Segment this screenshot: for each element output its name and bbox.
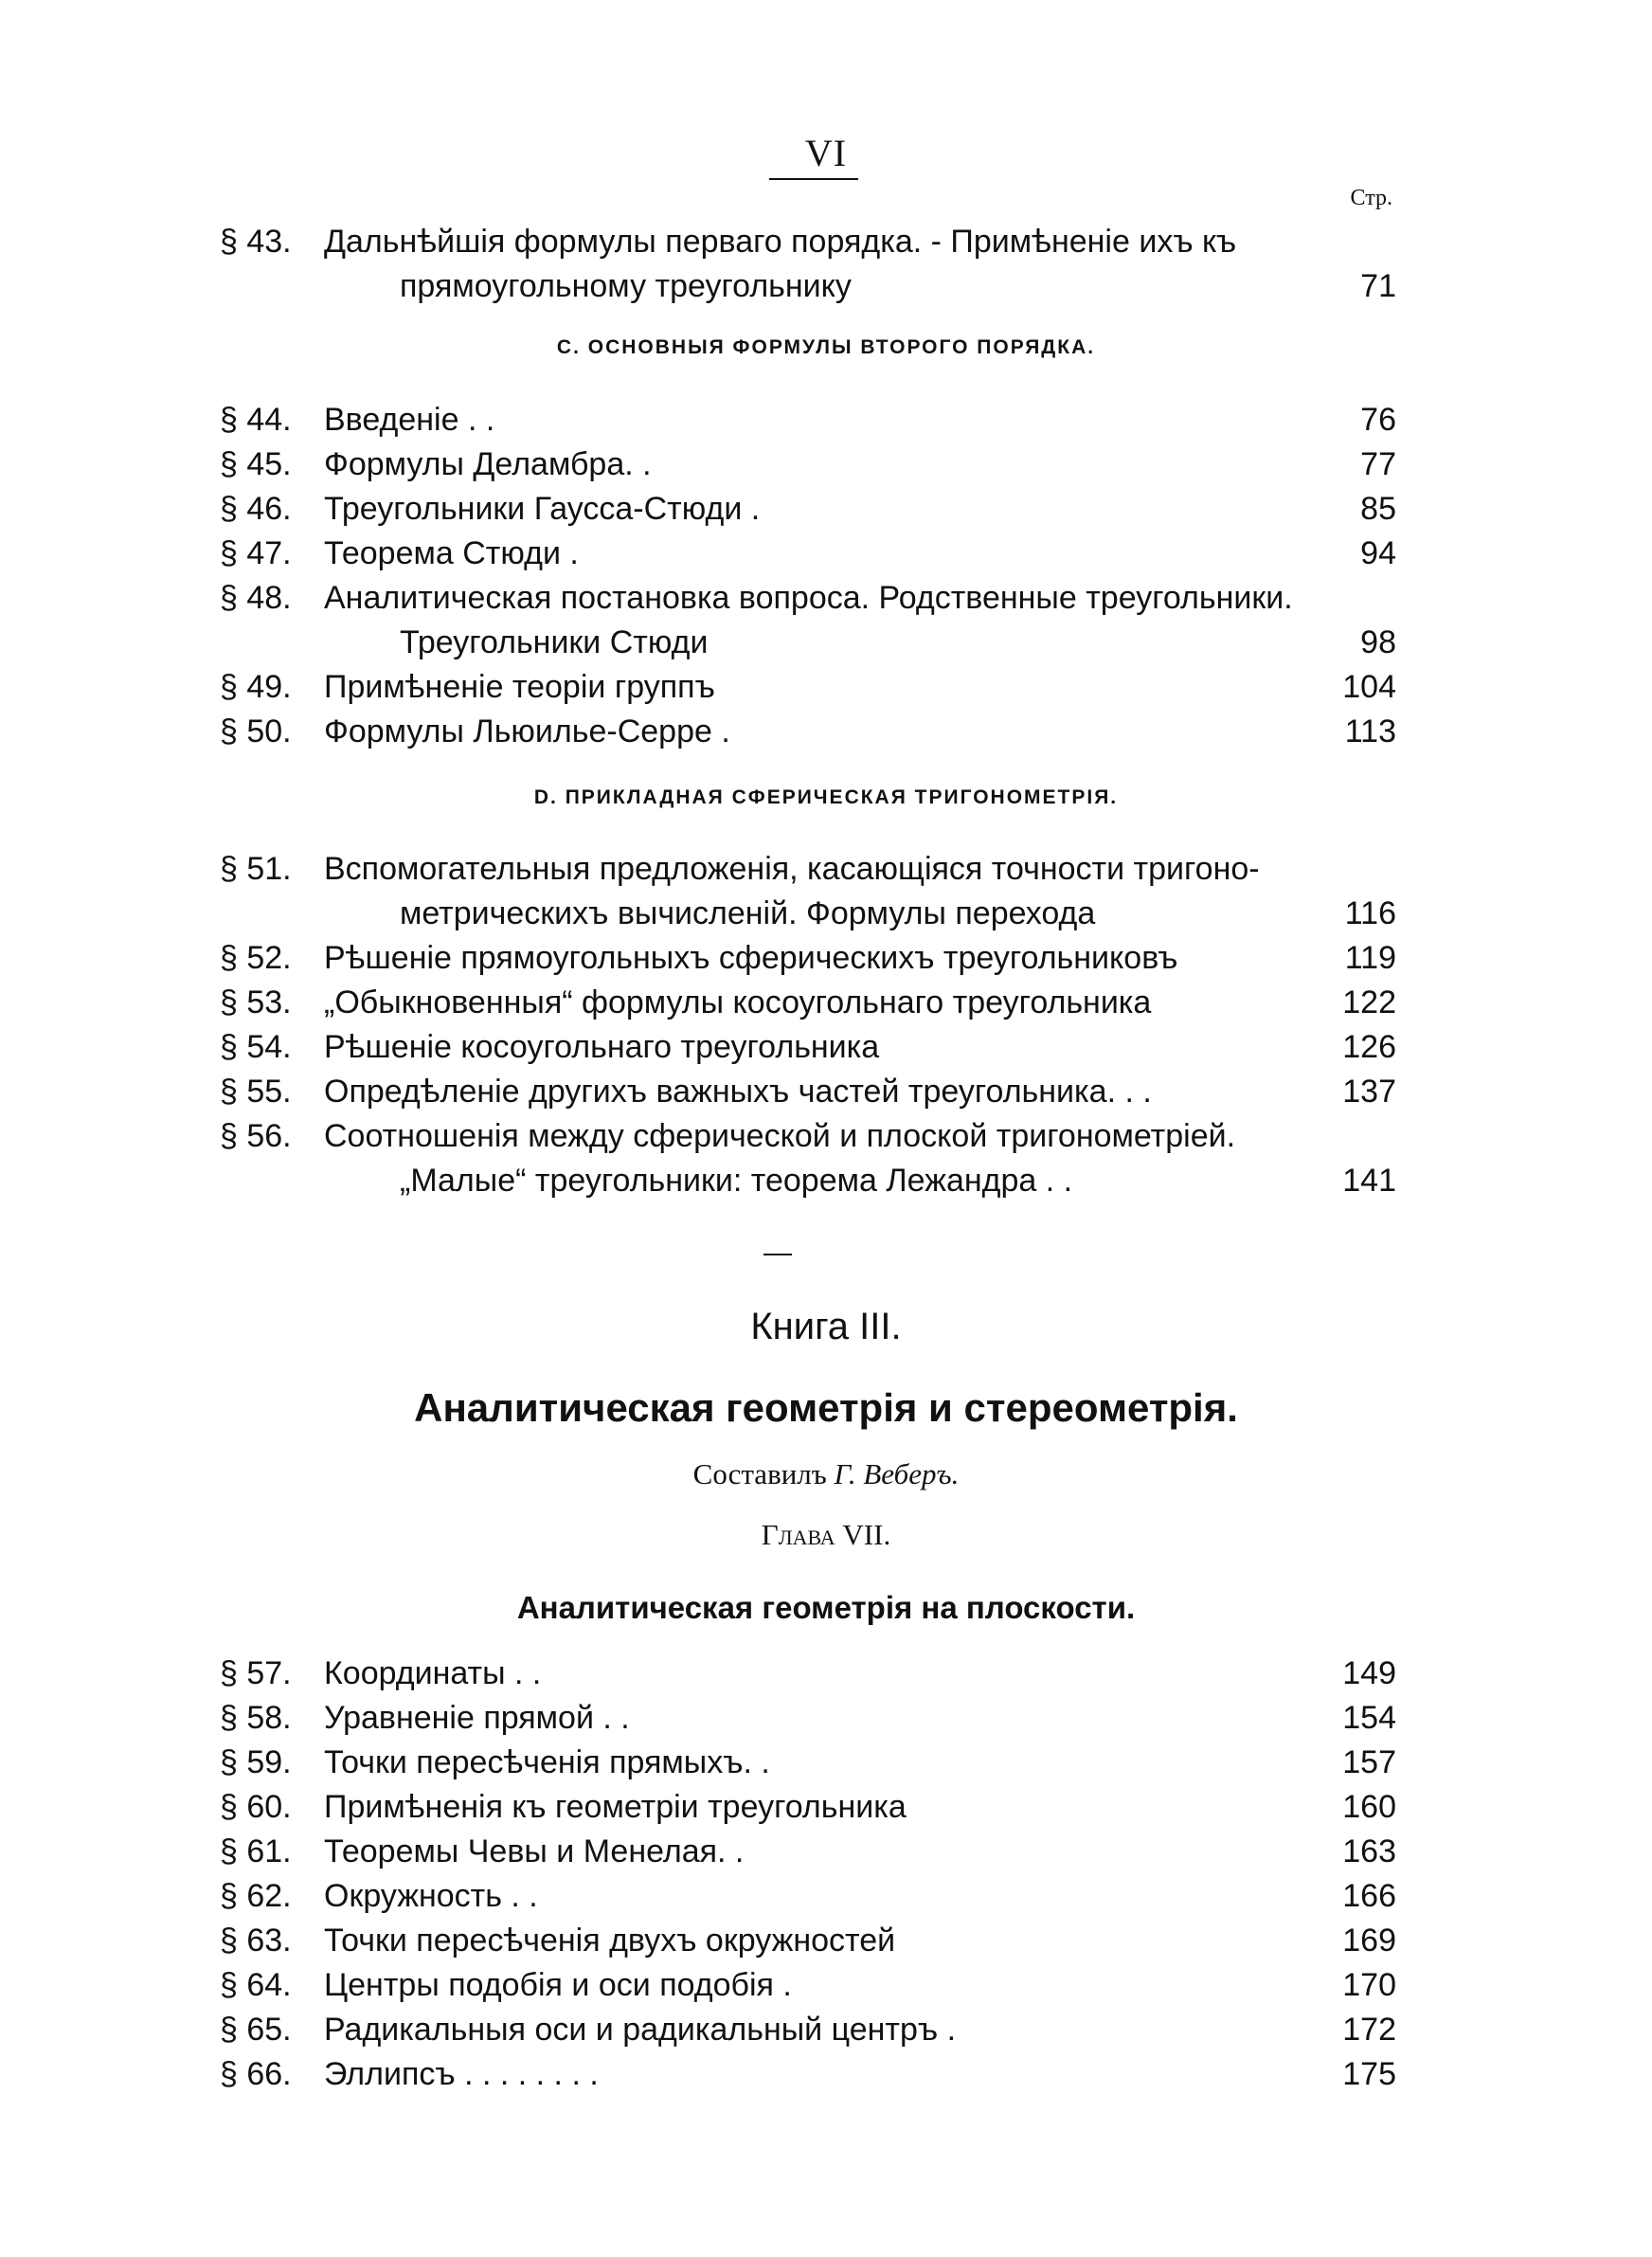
chapter-title: Аналитическая геометрія на плоскости. [516, 1590, 1136, 1625]
toc-entry [220, 576, 1396, 621]
toc-entry [220, 1652, 1396, 1696]
entry-title: Формулы Льюилье-Серре . [324, 713, 730, 749]
toc-entry [220, 398, 1396, 442]
toc-entry [220, 1874, 1396, 1919]
toc-entry [220, 220, 1396, 264]
section-number: § 60. [220, 1789, 292, 1825]
section-heading-d: D. ПРИКЛАДНАЯ СФЕРИЧЕСКАЯ ТРИГОНОМЕТРІЯ. [533, 786, 1119, 808]
section-number: § 43. [220, 224, 292, 260]
section-number: § 50. [220, 713, 292, 749]
page-number: 85 [1360, 491, 1396, 527]
toc-entry [220, 1070, 1396, 1114]
folio-rule [769, 178, 858, 180]
toc-entry [220, 2008, 1396, 2052]
toc-entry [220, 532, 1396, 576]
entry-title: Точки пересѣченія двухъ окружностей [324, 1923, 896, 1959]
toc-entry-continuation [220, 892, 1396, 936]
section-number: § 61. [220, 1833, 292, 1869]
entry-title: Точки пересѣченія прямыхъ. . [324, 1744, 770, 1780]
section-number: § 58. [220, 1700, 292, 1736]
toc-entry [220, 2052, 1396, 2097]
entry-title: Примѣненіе теоріи группъ [324, 669, 715, 705]
section-number: § 65. [220, 2012, 292, 2048]
entry-title: Координаты . . [324, 1655, 542, 1691]
toc-entry [220, 1963, 1396, 2008]
section-number: § 49. [220, 669, 292, 705]
entry-title: Теорема Стюди . [324, 535, 579, 571]
toc-entry-continuation [220, 264, 1396, 309]
toc-block-c [220, 398, 1396, 754]
page-number: 71 [1360, 268, 1396, 304]
entry-title: Введеніе . . [324, 402, 495, 438]
toc-entry [220, 1830, 1396, 1874]
page-number: 141 [1342, 1163, 1396, 1199]
section-number: § 47. [220, 535, 292, 571]
section-heading-c: С. ОСНОВНЫЯ ФОРМУЛЫ ВТОРОГО ПОРЯДКА. [556, 336, 1096, 358]
compiled-author: Г. Веберъ. [834, 1457, 960, 1490]
toc-block-43 [220, 220, 1396, 309]
page-number: 104 [1342, 669, 1396, 705]
page-number: 119 [1344, 940, 1396, 976]
entry-title: Аналитическая постановка вопроса. Родственные треугольники. [324, 580, 1293, 616]
section-number: § 51. [220, 851, 292, 887]
toc-entry [220, 1025, 1396, 1070]
entry-title: Дальнѣйшія формулы перваго порядка. - Примѣненіе ихъ къ [324, 224, 1237, 260]
toc-entry [220, 1785, 1396, 1830]
page-number: 126 [1342, 1029, 1396, 1065]
page-number: 98 [1360, 624, 1396, 660]
section-number: § 54. [220, 1029, 292, 1065]
chapter-number: Глава VII. [761, 1518, 891, 1551]
toc-entry [220, 665, 1396, 710]
toc-block-d [220, 847, 1396, 1203]
entry-title: Опредѣленіе другихъ важныхъ частей треугольника. . . [324, 1074, 1152, 1110]
separator-rule [763, 1254, 792, 1255]
section-number: § 48. [220, 580, 292, 616]
entry-title: Радикальныя оси и радикальный центръ . [324, 2012, 957, 2048]
page-number: 175 [1342, 2056, 1396, 2092]
page-number: 113 [1344, 713, 1396, 749]
compiled-label: Составилъ [692, 1457, 827, 1490]
page-number: 160 [1342, 1789, 1396, 1825]
page-number: 172 [1342, 2012, 1396, 2048]
page-column-label: Стр. [1350, 186, 1392, 210]
entry-title-cont: прямоугольному треугольнику [400, 268, 852, 304]
entry-title: Формулы Деламбра. . [324, 446, 652, 482]
section-number: § 55. [220, 1074, 292, 1110]
entry-title: Рѣшеніе косоугольнаго треугольника [324, 1029, 880, 1065]
toc-entry [220, 1741, 1396, 1785]
section-number: § 53. [220, 984, 292, 1020]
entry-title: Уравненіе прямой . . [324, 1700, 630, 1736]
entry-title: „Обыкновенныя“ формулы косоугольнаго треугольника [324, 984, 1152, 1020]
toc-entry [220, 1114, 1396, 1159]
section-number: § 46. [220, 491, 292, 527]
page-number: 163 [1342, 1833, 1396, 1869]
page-number: 170 [1342, 1967, 1396, 2003]
section-number: § 63. [220, 1923, 292, 1959]
entry-title: Треугольники Гаусса-Стюди . [324, 491, 761, 527]
page-folio: VI [804, 132, 848, 174]
entry-title: Эллипсъ . . . . . . . . [324, 2056, 599, 2092]
book-title: Аналитическая геометрія и стереометрія. [414, 1385, 1238, 1430]
section-number: § 56. [220, 1118, 292, 1154]
section-number: § 66. [220, 2056, 292, 2092]
toc-entry [220, 442, 1396, 487]
section-number: § 44. [220, 402, 292, 438]
entry-title: Вспомогательныя предложенія, касающіяся точности тригоно- [324, 851, 1260, 887]
page-number: 122 [1342, 984, 1396, 1020]
entry-title: Соотношенія между сферической и плоской тригонометріей. [324, 1118, 1236, 1154]
page-number: 154 [1342, 1700, 1396, 1736]
section-number: § 45. [220, 446, 292, 482]
entry-title: Окружность . . [324, 1878, 538, 1914]
entry-title: Центры подобія и оси подобія . [324, 1967, 792, 2003]
entry-title-cont: Треугольники Стюди [400, 624, 709, 660]
page-number: 149 [1342, 1655, 1396, 1691]
section-number: § 57. [220, 1655, 292, 1691]
entry-title: Теоремы Чевы и Менелая. . [324, 1833, 745, 1869]
entry-title: Рѣшеніе прямоугольныхъ сферическихъ треугольниковъ [324, 940, 1178, 976]
toc-entry [220, 847, 1396, 892]
page-number: 94 [1360, 535, 1396, 571]
section-number: § 62. [220, 1878, 292, 1914]
page-number: 137 [1342, 1074, 1396, 1110]
page-number: 116 [1344, 895, 1396, 931]
toc-entry [220, 1919, 1396, 1963]
toc-entry [220, 936, 1396, 981]
entry-title-cont: метрическихъ вычисленій. Формулы перехода [400, 895, 1096, 931]
compiled-by [0, 1457, 1652, 1491]
page-number: 169 [1342, 1923, 1396, 1959]
toc-entry-continuation [220, 621, 1396, 665]
page-number: 157 [1342, 1744, 1396, 1780]
toc-block-chapter7 [220, 1652, 1396, 2097]
page-number: 166 [1342, 1878, 1396, 1914]
section-number: § 52. [220, 940, 292, 976]
toc-entry [220, 710, 1396, 754]
toc-entry [220, 981, 1396, 1025]
toc-entry [220, 1696, 1396, 1741]
entry-title: Примѣненія къ геометріи треугольника [324, 1789, 907, 1825]
book-number: Книга III. [750, 1306, 902, 1347]
toc-entry [220, 487, 1396, 532]
toc-entry-continuation [220, 1159, 1396, 1203]
page-number: 76 [1360, 402, 1396, 438]
section-number: § 64. [220, 1967, 292, 2003]
page-number: 77 [1360, 446, 1396, 482]
entry-title-cont: „Малые“ треугольники: теорема Лежандра . . [400, 1163, 1073, 1199]
section-number: § 59. [220, 1744, 292, 1780]
